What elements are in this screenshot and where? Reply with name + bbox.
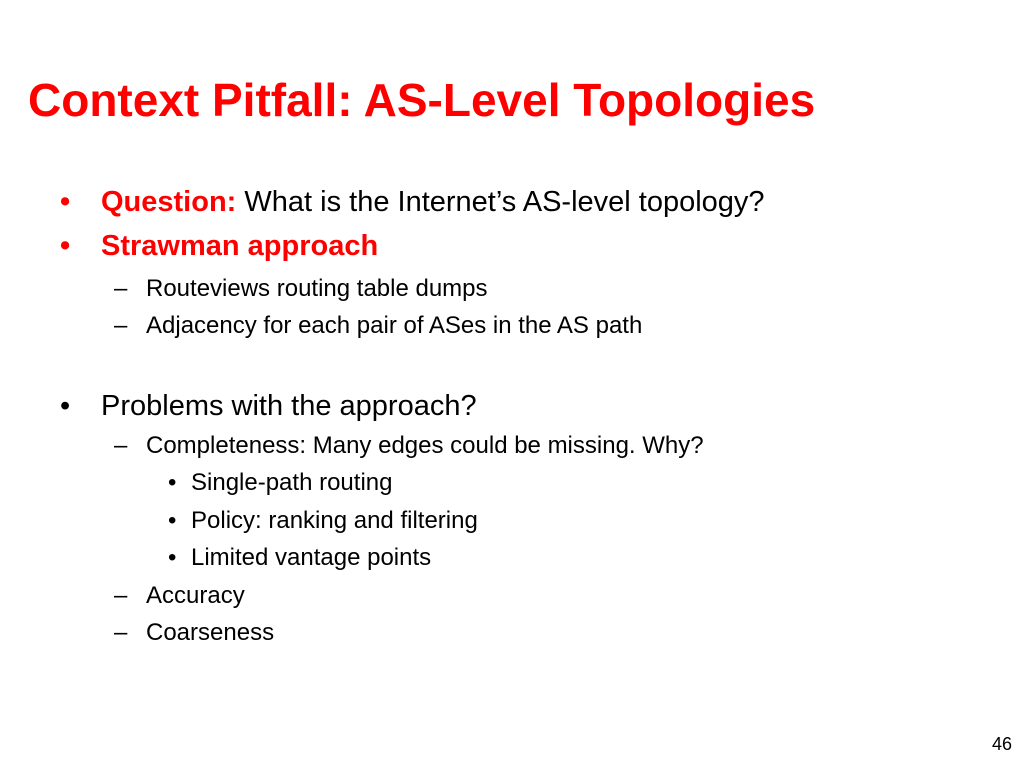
strawman-label: Strawman approach: [101, 230, 379, 262]
bullet-marker: •: [168, 469, 177, 496]
bullet-question-text: [101, 188, 765, 217]
coarseness-text: Coarseness: [146, 619, 275, 646]
bullet-marker: •: [60, 230, 71, 262]
completeness-text: Completeness: Many edges could be missing. Why?: [146, 432, 704, 459]
bullet-marker: •: [168, 544, 177, 571]
dash-marker: –: [114, 432, 128, 459]
dash-marker: –: [114, 275, 128, 302]
slide-title: Context Pitfall: AS-Level Topologies: [28, 74, 816, 126]
dash-marker: –: [114, 582, 128, 609]
question-label: Question:: [101, 186, 237, 218]
list-item-text: Single-path routing: [191, 469, 393, 496]
list-item-text: Policy: ranking and filtering: [191, 507, 478, 534]
dash-marker: –: [114, 619, 128, 646]
question-text: What is the Internet’s AS-level topology?: [236, 186, 765, 218]
list-item-text: Routeviews routing table dumps: [146, 275, 488, 302]
bullet-marker: •: [60, 186, 71, 218]
bullet-marker: •: [60, 390, 71, 422]
dash-marker: –: [114, 312, 128, 339]
problems-text: Problems with the approach?: [101, 390, 477, 422]
accuracy-text: Accuracy: [146, 582, 245, 609]
bullet-marker: •: [168, 507, 177, 534]
list-item-text: Adjacency for each pair of ASes in the AS path: [146, 312, 643, 339]
page-number: 46: [991, 734, 1012, 754]
list-item-text: Limited vantage points: [191, 544, 432, 571]
